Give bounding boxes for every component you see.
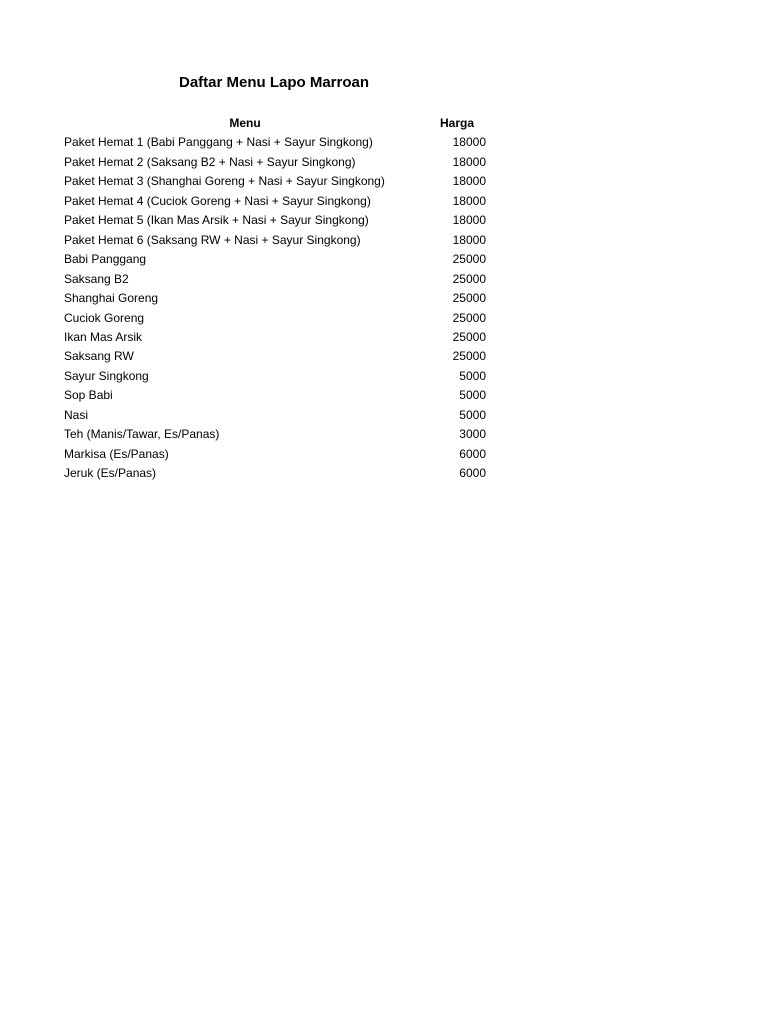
menu-item-name: Cuciok Goreng [64,310,145,325]
menu-item-price: 18000 [452,154,486,169]
menu-item-name: Sop Babi [64,388,113,403]
table-row [64,464,486,483]
menu-item-name: Sayur Singkong [64,368,149,383]
table-row [64,445,486,464]
table-row [64,425,486,444]
table-row [64,211,486,230]
table-row [64,367,486,386]
menu-item-price: 5000 [459,407,486,422]
menu-item-price: 18000 [452,174,486,189]
menu-item-price: 18000 [452,135,486,150]
menu-item-name: Nasi [64,407,89,422]
menu-item-price: 25000 [452,349,486,364]
menu-item-name: Shanghai Goreng [64,291,159,306]
column-header-menu: Menu [229,116,261,130]
menu-item-name: Saksang B2 [64,271,129,286]
menu-item-price: 3000 [459,427,486,442]
table-row [64,153,486,172]
table-row [64,250,486,269]
menu-item-price: 25000 [452,252,486,267]
menu-item-name: Teh (Manis/Tawar, Es/Panas) [64,427,220,442]
menu-item-name: Paket Hemat 1 (Babi Panggang + Nasi + Sayur Singkong) [64,135,373,150]
table-row [64,328,486,347]
page-title: Daftar Menu Lapo Marroan [178,74,370,91]
menu-item-name: Saksang RW [64,349,134,364]
menu-item-name: Paket Hemat 5 (Ikan Mas Arsik + Nasi + Sayur Singkong) [64,213,369,228]
menu-item-price: 6000 [459,466,486,481]
column-header-harga: Harga [440,116,475,130]
table-row [64,406,486,425]
table-row [64,172,486,191]
menu-item-price: 25000 [452,329,486,344]
menu-item-name: Jeruk (Es/Panas) [64,466,157,481]
table-row [64,270,486,289]
menu-item-price: 5000 [459,388,486,403]
menu-item-name: Paket Hemat 3 (Shanghai Goreng + Nasi + Sayur Singkong) [64,174,385,189]
menu-item-name: Markisa (Es/Panas) [64,446,169,461]
table-row [64,386,486,405]
table-header-row [64,114,486,133]
menu-item-price: 18000 [452,193,486,208]
menu-item-price: 5000 [459,368,486,383]
table-row [64,289,486,308]
menu-item-price: 25000 [452,291,486,306]
menu-item-name: Babi Panggang [64,252,147,267]
menu-item-price: 6000 [459,446,486,461]
menu-item-name: Paket Hemat 4 (Cuciok Goreng + Nasi + Sayur Singkong) [64,193,371,208]
menu-table [64,114,486,484]
table-row [64,231,486,250]
table-row [64,309,486,328]
menu-item-price: 18000 [452,232,486,247]
menu-item-name: Ikan Mas Arsik [64,329,143,344]
menu-item-price: 25000 [452,310,486,325]
table-row [64,347,486,366]
menu-item-name: Paket Hemat 6 (Saksang RW + Nasi + Sayur Singkong) [64,232,361,247]
table-row [64,133,486,152]
menu-item-name: Paket Hemat 2 (Saksang B2 + Nasi + Sayur Singkong) [64,154,356,169]
table-row [64,192,486,211]
menu-item-price: 18000 [452,213,486,228]
menu-item-price: 25000 [452,271,486,286]
